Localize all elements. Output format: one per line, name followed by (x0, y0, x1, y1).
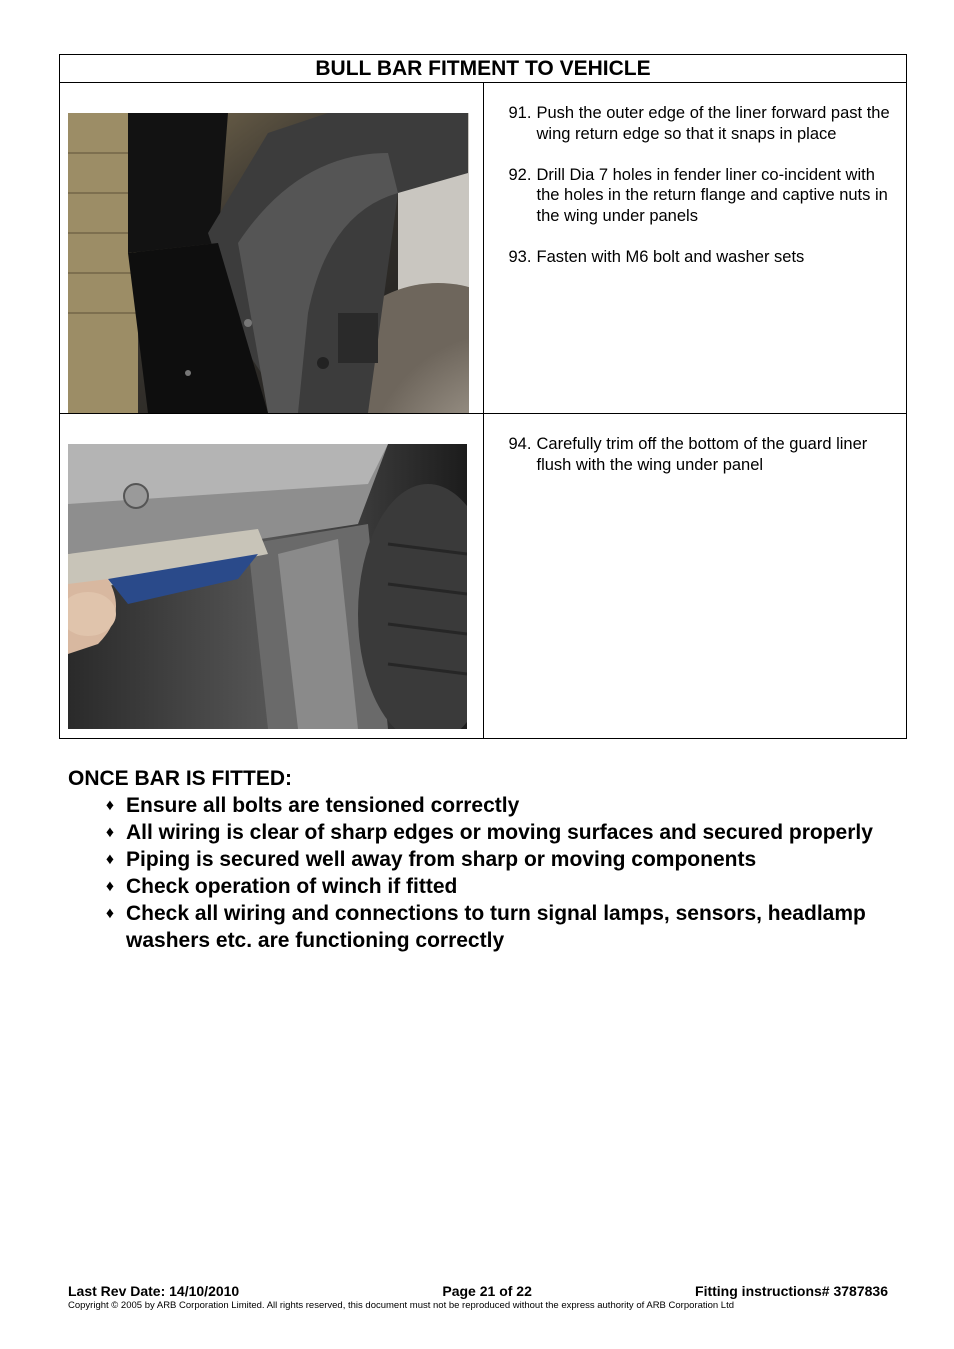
photo-cell (60, 414, 484, 739)
checklist-item (68, 900, 888, 954)
diamond-bullet-icon: ♦ (105, 905, 114, 922)
step-item (509, 247, 899, 268)
step-text: Carefully trim off the bottom of the guard liner flush with the wing under panel (536, 435, 868, 474)
photo-trim-liner-image (68, 444, 467, 729)
step-item (509, 434, 899, 475)
step-list (484, 414, 907, 475)
instruction-cell (483, 83, 907, 414)
copyright-notice: Copyright © 2005 by ARB Corporation Limited. All rights reserved, this document must not be reproduced without the express authority of ARB Corporation Ltd (68, 1300, 735, 1311)
photo-fender-liner-image (68, 113, 469, 413)
step-item (509, 103, 899, 144)
step-text: Push the outer edge of the liner forward past the wing return edge so that it snaps in place (536, 104, 890, 143)
step-number: 91. (508, 104, 532, 122)
step-number: 94. (508, 435, 532, 453)
post-fitment-checklist (68, 765, 888, 954)
diamond-bullet-icon: ♦ (105, 797, 114, 814)
diamond-bullet-icon: ♦ (105, 851, 114, 868)
fitment-table (59, 54, 907, 739)
photo-fender-liner (68, 113, 469, 413)
table-title: BULL BAR FITMENT TO VEHICLE (60, 55, 907, 83)
step-number: 93. (508, 247, 532, 266)
page-number: Page 21 of 22 (442, 1283, 532, 1299)
footer-info (68, 1283, 888, 1300)
table-row (60, 414, 907, 739)
checklist-item-text: Ensure all bolts are tensioned correctly (126, 794, 520, 817)
diamond-bullet-icon: ♦ (105, 878, 114, 895)
checklist-item (68, 846, 888, 873)
table-row (60, 83, 907, 414)
checklist-item-text: Piping is secured well away from sharp or moving components (126, 848, 757, 871)
checklist-item-text: Check operation of winch if fitted (126, 875, 458, 898)
checklist-item (68, 873, 888, 900)
revision-date: Last Rev Date: 14/10/2010 (68, 1283, 240, 1299)
checklist-item-text: All wiring is clear of sharp edges or moving surfaces and secured properly (126, 821, 873, 844)
diamond-bullet-icon: ♦ (105, 824, 114, 841)
step-number: 92. (508, 165, 532, 184)
step-list (484, 83, 907, 267)
step-text: Drill Dia 7 holes in fender liner co-incident with the holes in the return flange and captive nuts in the wing under panels (536, 165, 888, 225)
photo-cell (60, 83, 484, 414)
photo-trim-liner (68, 444, 467, 729)
step-text: Fasten with M6 bolt and washer sets (536, 247, 805, 266)
instruction-number: Fitting instructions# 3787836 (695, 1283, 888, 1299)
instruction-cell (483, 414, 907, 739)
page-footer (68, 1283, 888, 1312)
checklist-item (68, 819, 888, 846)
checklist-item-text: Check all wiring and connections to turn signal lamps, sensors, headlamp washers etc. are functioning correctly (126, 902, 866, 952)
checklist-item (68, 792, 888, 819)
step-item (509, 165, 899, 227)
checklist-heading: ONCE BAR IS FITTED: (68, 767, 292, 790)
checklist (68, 792, 888, 954)
